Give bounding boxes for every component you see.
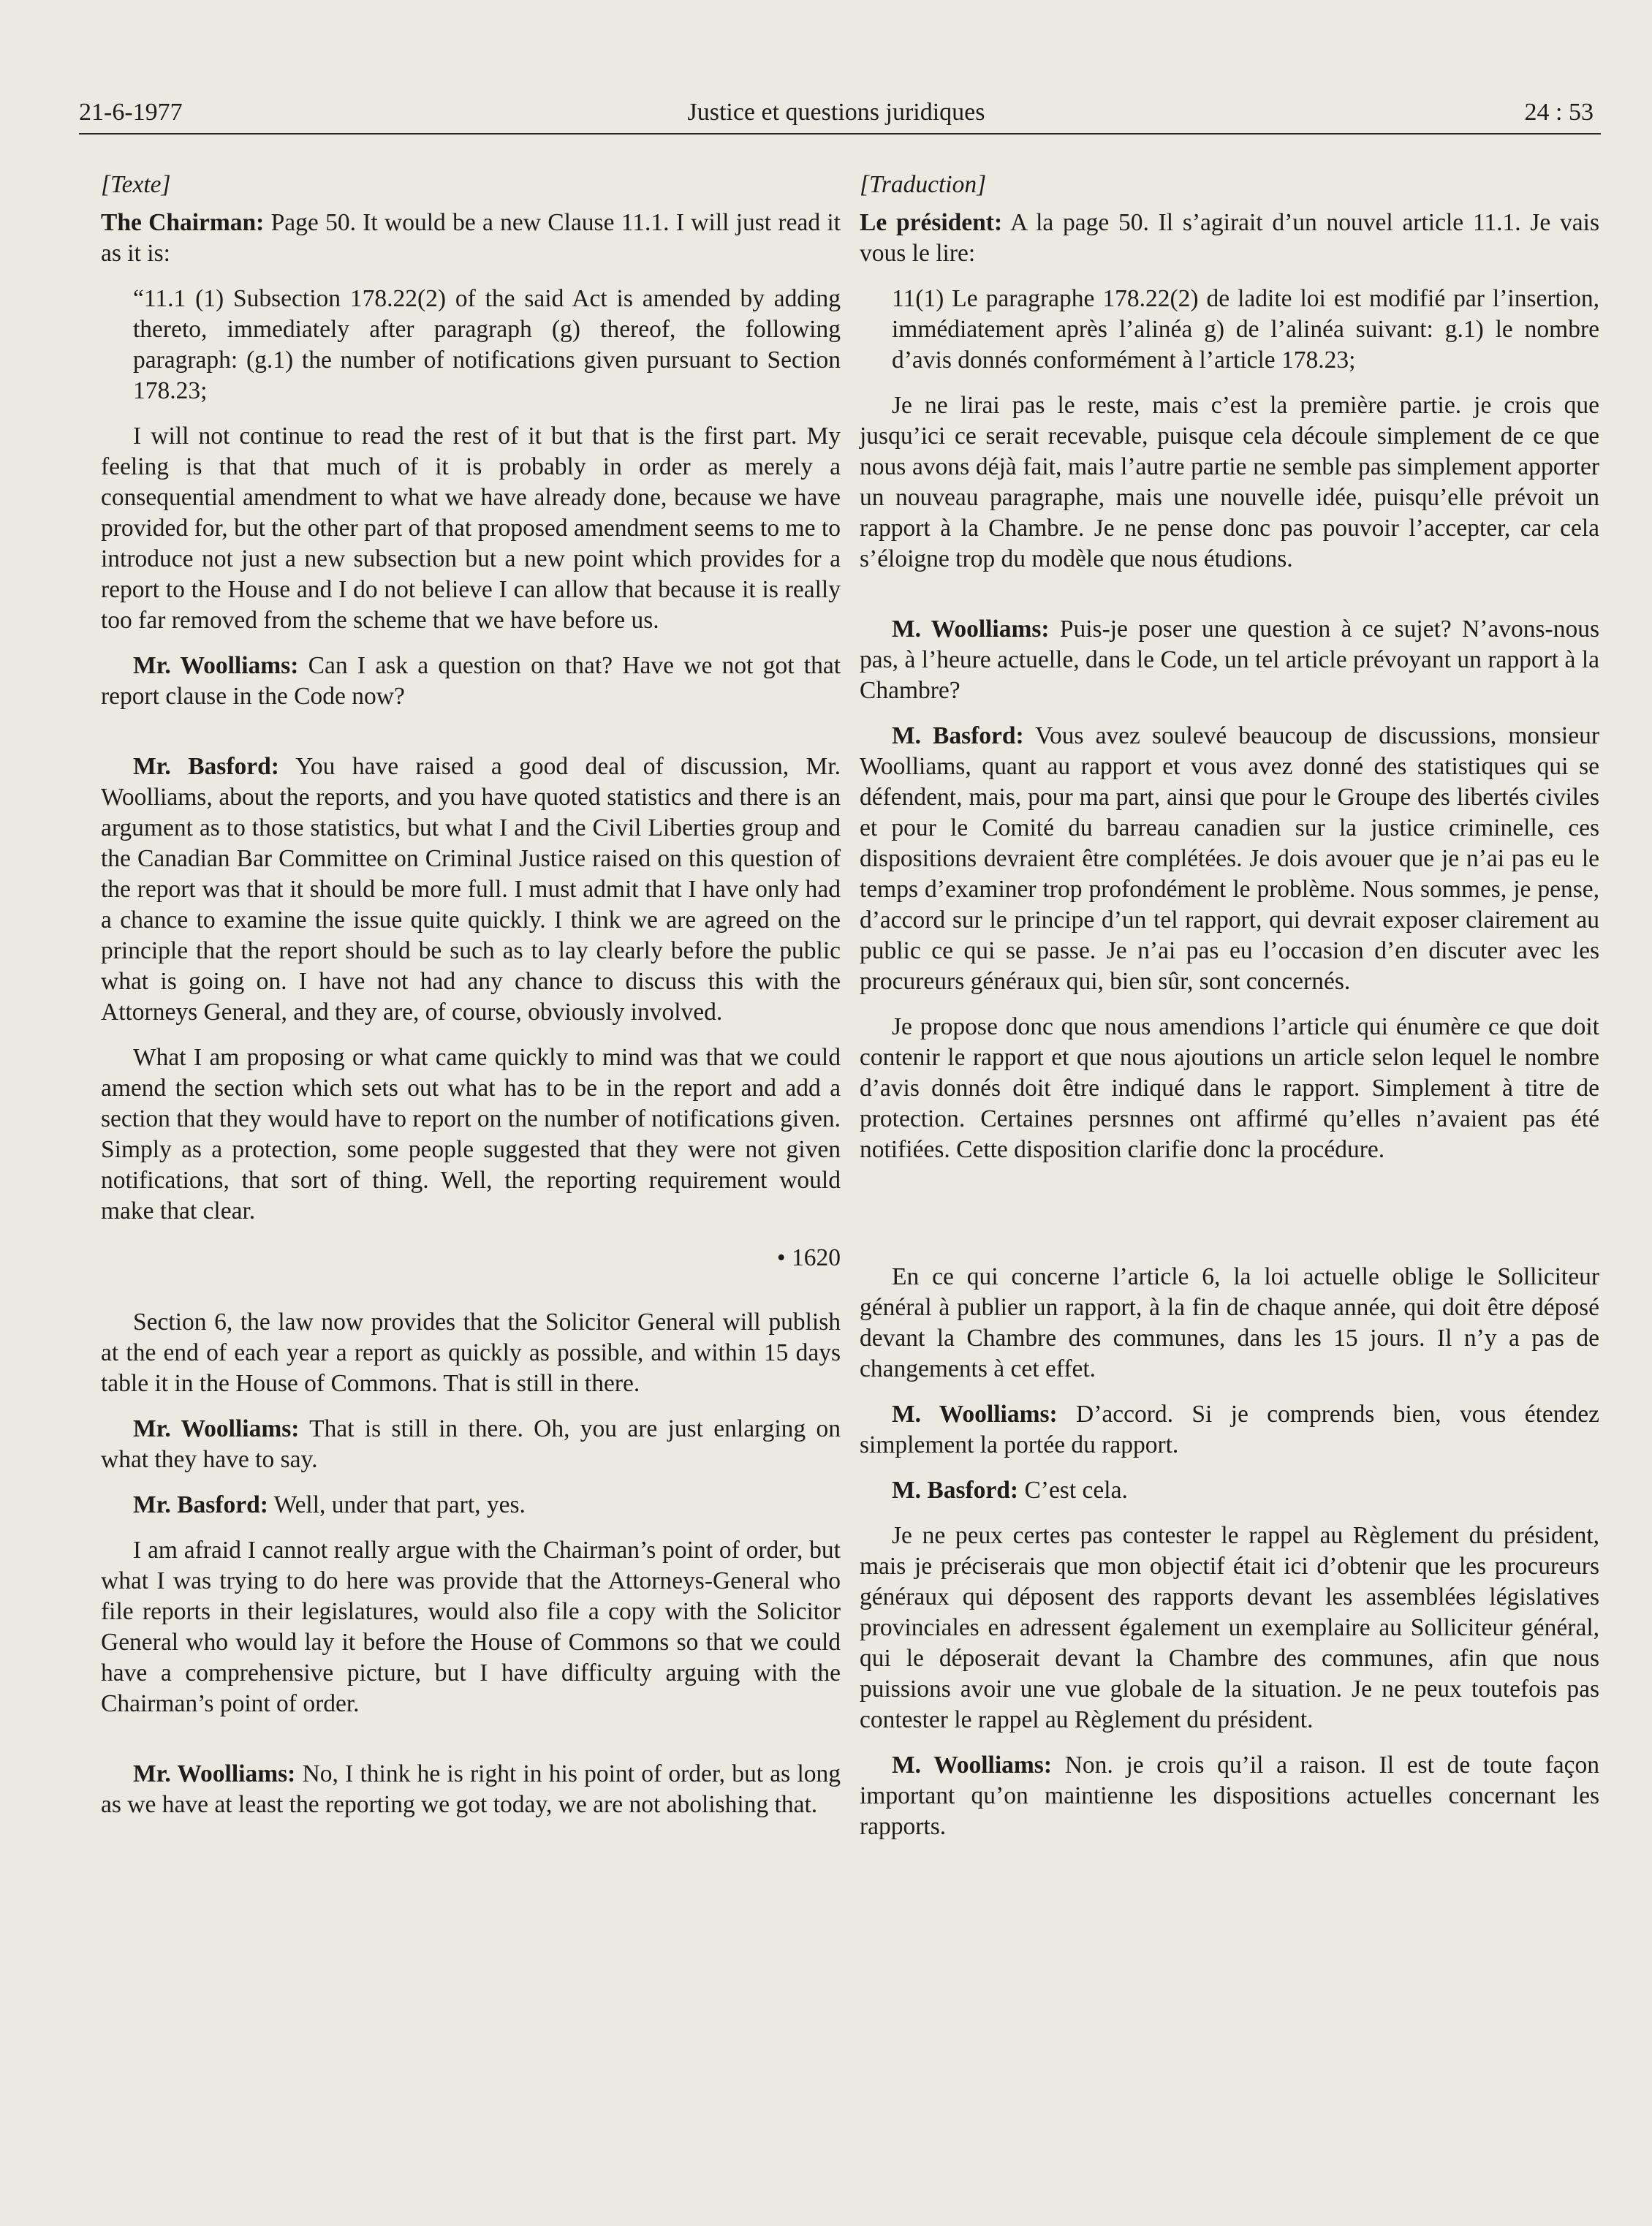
spacer: [101, 1734, 841, 1759]
speech-text: Page 50. It would be a new Clause 11.1. I will just read it as it is:: [101, 209, 841, 267]
paragraph: [101, 1490, 841, 1521]
speech-text: A la page 50. Il s’agirait d’un nouvel article 11.1. Je vais vous le lire:: [860, 209, 1599, 267]
paragraph: [101, 1414, 841, 1475]
speech-text: That is still in there. Oh, you are just enlarging on what they have to say.: [101, 1415, 841, 1473]
speech-text: C’est cela.: [1018, 1477, 1128, 1504]
speaker-name: Mr. Basford:: [133, 753, 279, 780]
column-heading-texte: [Texte]: [101, 171, 171, 198]
speaker-name: Mr. Basford:: [133, 1491, 268, 1518]
running-header: [79, 94, 1594, 132]
speaker-name: Le président:: [860, 209, 1003, 236]
speaker-name: M. Basford:: [892, 1477, 1019, 1504]
header-date: 21-6-1977: [79, 99, 183, 126]
paragraph: [101, 752, 841, 1028]
speaker-name: Mr. Woolliams:: [133, 652, 299, 679]
quoted-clause: 11(1) Le paragraphe 178.22(2) de ladite loi est modifié par l’insertion, immédiatement après l’alinéa g) de l’alinéa suivant: g.1) le nombre d’avis donnés conformément à l’article 178.23;: [892, 285, 1599, 374]
speaker-name: M. Basford:: [892, 722, 1024, 749]
paragraph: [860, 721, 1599, 997]
paragraph: I will not continue to read the rest of it but that is the first part. My feeling is that that much of it is probably in order as merely a consequential amendment to what we have already done, because we have provided for, but the other part of that proposed amendment seems to me to introduce not just a new subsection but a new point which provides for a report to the House and I do not believe I can allow that because it is really too far removed from the scheme that we have before us.: [101, 423, 841, 634]
paragraph: [860, 1399, 1599, 1461]
speech-text: Can I ask a question on that? Have we not got that report clause in the Code now?: [101, 652, 841, 710]
paragraph: What I am proposing or what came quickly to mind was that we could amend the section which sets out what has to be in the report and add a section that they would have to report on the number of notifications given. Simply as a protection, some people suggested that they were not given notifications, that sort of thing. Well, the reporting requirement would make that clear.: [101, 1044, 841, 1224]
speech-text: You have raised a good deal of discussion, Mr. Woolliams, about the reports, and you have quoted statistics and there is an argument as to those statistics, but what I and the Civil Liberties group and the Canadian Bar Committee on Criminal Justice raised on this question of the report was that it should be more full. I must admit that I have only had a chance to examine the issue quite quickly. I think we are agreed on the principle that the report should be such as to lay clearly before the public what is going on. I have not had any chance to discuss this with the Attorneys General, and they are, of course, obviously involved.: [101, 753, 841, 1026]
speech-text: Puis-je poser une question à ce sujet? N’avons-nous pas, à l’heure actuelle, dans le Code, un tel article prévoyant un rapport à la Chambre?: [860, 616, 1600, 704]
header-page-number: 24 : 53: [1524, 99, 1594, 126]
speech-text: D’accord. Si je comprends bien, vous étendez simplement la portée du rapport.: [860, 1401, 1599, 1458]
speaker-name: Mr. Woolliams:: [133, 1760, 296, 1787]
column-english: [101, 170, 841, 1835]
column-heading-traduction: [Traduction]: [860, 171, 987, 198]
paragraph: [101, 1759, 841, 1820]
paragraph: En ce qui concerne l’article 6, la loi actuelle oblige le Solliciteur général à publier un rapport, à la fin de chaque année, qui doit être déposé devant la Chambre des communes, dans les 15 jours. Il n’y a pas de changements à cet effet.: [860, 1263, 1599, 1382]
speaker-name: M. Woolliams:: [892, 1401, 1058, 1428]
paragraph: Je ne lirai pas le reste, mais c’est la première partie. je crois que jusqu’ici ce serait recevable, puisque cela découle simplement de ce que nous avons déjà fait, mais l’autre partie ne semble pas simplement apporter un nouveau paragraphe, mais une nouvelle idée, puisqu’elle prévoit un rapport à la Chambre. Je ne pense donc pas pouvoir l’accepter, car cela s’éloigne trop du modèle que nous étudions.: [860, 392, 1599, 572]
paragraph: I am afraid I cannot really argue with the Chairman’s point of order, but what I was trying to do here was provide that the Attorneys-General who file reports in their legislatures, would also file a copy with the Solicitor General who would lay it before the House of Commons so that we could have a comprehensive picture, but I have difficulty arguing with the Chairman’s point of order.: [101, 1537, 841, 1717]
speaker-name: M. Woolliams:: [892, 616, 1050, 643]
spacer: [101, 727, 841, 752]
column-french: [860, 170, 1599, 1857]
quoted-clause: “11.1 (1) Subsection 178.22(2) of the said Act is amended by adding thereto, immediately after paragraph (g) thereof, the following paragraph: (g.1) the number of notifications given pursuant to Section 178.23;: [133, 285, 841, 404]
header-rule: [79, 133, 1601, 135]
speech-text: Vous avez soulevé beaucoup de discussions, monsieur Woolliams, quant au rapport et vous avez donné des statistiques qui se défendent, mais, pour ma part, ainsi que pour le Groupe des libertés civiles et pour le Comité du barreau canadien sur la justice criminelle, ces dispositions devraient être complétées. Je dois avouer que je n’ai pas eu le temps d’examiner trop profondément le problème. Nous sommes, je pense, d’accord sur le principe d’un tel rapport, qui devrait exposer clairement au public ce qui se passe. Je n’ai pas eu l’occasion d’en discuter avec les procureurs généraux qui, bien sûr, sont concernés.: [860, 722, 1600, 995]
spacer: [860, 1180, 1599, 1262]
speech-text: No, I think he is right in his point of order, but as long as we have at least the reporting we got today, we are not abolishing that.: [101, 1760, 841, 1818]
speaker-name: Mr. Woolliams:: [133, 1415, 300, 1442]
paragraph: [860, 208, 1599, 269]
speech-text: Well, under that part, yes.: [268, 1491, 526, 1518]
paragraph: [101, 208, 841, 269]
paragraph: [860, 614, 1599, 706]
speaker-name: The Chairman:: [101, 209, 265, 236]
time-marker: • 1620: [776, 1244, 841, 1271]
speech-text: Non. je crois qu’il a raison. Il est de toute façon important qu’on maintienne les dispositions actuelles concernant les rapports.: [860, 1752, 1599, 1840]
header-title: Justice et questions juridiques: [687, 99, 985, 126]
paragraph: Je ne peux certes pas contester le rappel au Règlement du président, mais je préciserais que mon objectif était ici d’obtenir que les procureurs généraux qui déposent des rapports devant les assemblées législatives provinciales en adressent également un exemplaire au Solliciteur général, qui le déposerait devant la Chambre des communes, afin que nous puissions avoir une vue globale de la situation. Je ne peux toutefois pas contester le rappel au Règlement du président.: [860, 1522, 1599, 1733]
paragraph: Section 6, the law now provides that the Solicitor General will publish at the end of each year a report as quickly as possible, and within 15 days table it in the House of Commons. That is still in there.: [101, 1309, 841, 1397]
spacer: [860, 589, 1599, 614]
speaker-name: M. Woolliams:: [892, 1752, 1052, 1779]
paragraph: [101, 651, 841, 712]
paragraph: Je propose donc que nous amendions l’article qui énumère ce que doit contenir le rapport et que nous ajoutions un article selon lequel le nombre d’avis donnés doit être indiqué dans le rapport. Simplement à titre de protection. Certaines persnnes ont affirmé qu’elles n’avaient pas été notifiées. Cette disposition clarifie donc la procédure.: [860, 1013, 1599, 1163]
paragraph: [860, 1475, 1599, 1506]
paragraph: [860, 1750, 1599, 1842]
